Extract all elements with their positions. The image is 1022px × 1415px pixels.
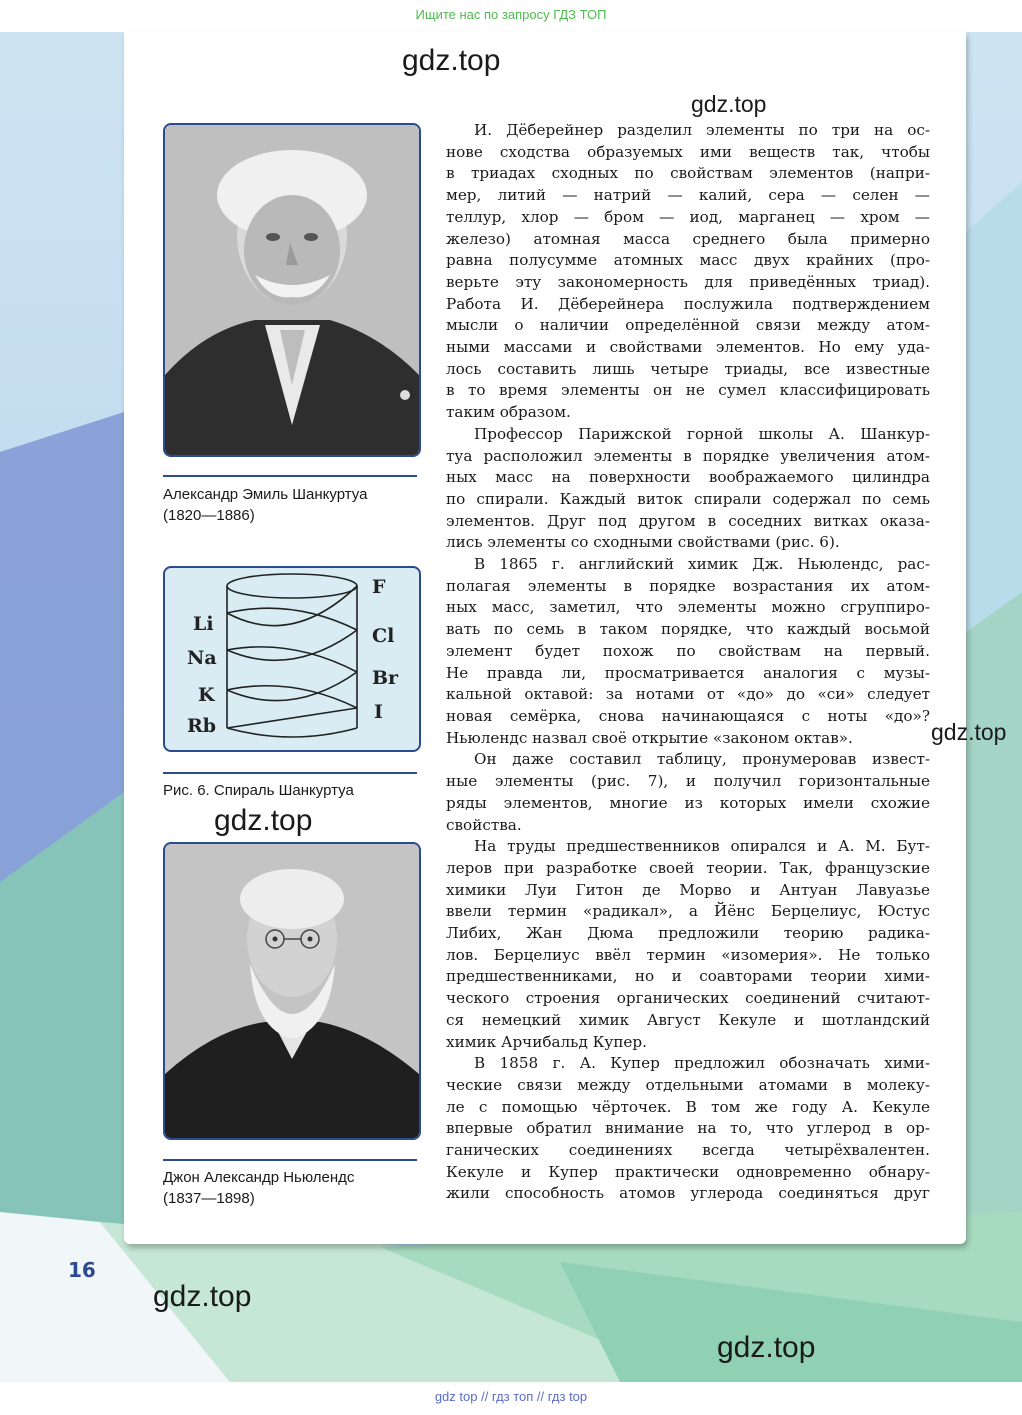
portrait-chancourtois-image [165, 125, 419, 455]
caption-divider [163, 772, 417, 774]
bottom-links[interactable]: gdz top // гдз топ // гдз top [0, 1382, 1022, 1415]
text-line: Кекуле и Купер практически одновременно обнару- [446, 1162, 930, 1181]
text-line: И. Дёберейнер разделил элементы по три на ос- [474, 121, 930, 139]
text-line: элемент будет похож по свойствам на первый. [446, 641, 930, 660]
text-line: свойства. [446, 815, 522, 834]
text-line: ле с помощью чёрточек. В том же году А. Кекуле [446, 1097, 930, 1116]
text-line: равна полусумме атомных масс двух крайних (про- [446, 251, 930, 270]
text-line: в триадах сходных по свойствам элементов (напри- [446, 164, 930, 183]
spiral-label-f: F [372, 576, 386, 598]
text-line: ся немецкий химик Август Кекуле и шотландский [446, 1010, 930, 1029]
text-line: железо) атомная масса среднего была примерно [446, 229, 930, 248]
text-line: таким образом. [446, 403, 571, 422]
spiral-label-i: I [374, 701, 383, 723]
text-line: ввели термин «радикал», а Йёнс Берцелиус, Юстус [446, 902, 930, 921]
caption-divider [163, 475, 417, 477]
text-line: В 1858 г. А. Купер предложил обозначать хими- [474, 1054, 930, 1073]
text-line: лов. Берцелиус ввёл термин «изомерия». Не только [446, 945, 930, 964]
spiral-caption: Рис. 6. Спираль Шанкуртуа [163, 782, 354, 799]
text-line: Работа И. Дёберейнера послужила подтверждением [446, 294, 930, 313]
text-line: впервые обратил внимание на то, что углерод в ор- [446, 1119, 930, 1138]
watermark: gdz.top [717, 1331, 816, 1364]
text-line: Не правда ли, просматривается аналогия с музы- [446, 663, 930, 682]
spiral-label-k: K [198, 684, 215, 706]
text-line: лись элементы со сходными свойствами (рис. 6). [446, 533, 840, 552]
spiral-label-br: Br [372, 667, 399, 689]
watermark: gdz.top [402, 44, 501, 77]
caption-divider [163, 1159, 417, 1161]
caption-years: (1820—1886) [163, 507, 255, 524]
text-line: Профессор Парижской горной школы А. Шанкур- [474, 424, 930, 443]
page-number: 16 [68, 1258, 96, 1282]
text-line: предшественниками, но и соавторами теории хими- [446, 967, 930, 986]
spiral-label-rb: Rb [187, 715, 217, 737]
text-line: На труды предшественников опирался и А. М. Бут- [474, 837, 930, 856]
text-line: Ньюлендс назвал своё открытие «законом октав». [446, 728, 853, 747]
text-line: нове сходства образуемых ими веществ так, чтобы [446, 142, 930, 161]
text-line: ческого строения органических соединений считают- [446, 989, 930, 1008]
watermark: gdz.top [691, 91, 767, 117]
text-line: новая семёрка, снова начинающаяся с ноты «до»? [446, 706, 930, 725]
text-line: вать по семь в таком порядке, что каждый восьмой [446, 620, 930, 639]
watermark: gdz.top [931, 719, 1007, 745]
text-line: ных масс на поверхности воображаемого цилиндра [446, 468, 930, 487]
text-line: ные элементы (рис. 7), и получил горизонтальные [446, 772, 930, 791]
portrait-newlands-image [165, 844, 419, 1138]
caption-name: Александр Эмиль Шанкуртуа [163, 486, 368, 503]
text-line: полагая элементы в порядке возрастания их атом- [446, 576, 930, 595]
text-line: ных масс, заметил, что элементы можно сгруппиро- [446, 598, 930, 617]
portrait-newlands-caption [163, 1167, 433, 1209]
text-line: по спирали. Каждый виток спирали содержал по семь [446, 489, 930, 508]
text-line: ческие связи между отдельными атомами в молеку- [446, 1075, 930, 1094]
watermark: gdz.top [214, 804, 313, 837]
text-line: Либих, Жан Дюма предложили теорию радика- [446, 924, 930, 943]
text-line: лось составить лишь четыре триады, все известные [446, 359, 930, 378]
portrait-chancourtois [163, 123, 421, 457]
portrait-newlands [163, 842, 421, 1140]
watermark: gdz.top [153, 1280, 252, 1313]
text-line: жили способность атомов углерода соединяться друг [446, 1184, 930, 1203]
body-text [446, 120, 930, 1205]
text-line: ганических соединениях всегда четырёхвалентен. [446, 1141, 930, 1160]
caption-name: Джон Александр Ньюлендс [163, 1169, 355, 1186]
spiral-diagram [165, 568, 419, 750]
text-line: мысли о наличии определённой связи между атом- [446, 316, 930, 335]
text-line: мер, литий — натрий — калий, сера — селен — [446, 186, 930, 205]
text-line: кальной октавой: за нотами от «до» до «си» следует [446, 685, 930, 704]
text-line: элементов. Друг под другом в соседних витках оказа- [446, 511, 930, 530]
text-line: туа расположил элементы в порядке увеличения атом- [446, 446, 930, 465]
text-line: верьте эту закономерность для приведённых триад). [446, 272, 930, 291]
text-line: Он даже составил таблицу, пронумеровав извест- [474, 750, 930, 769]
spiral-label-na: Na [187, 647, 217, 669]
text-line: леров при разработке своей теории. Так, французские [446, 858, 930, 877]
text-line: в то время элементы он не сумел классифицировать [446, 381, 930, 400]
chancourtois-spiral-figure [163, 566, 421, 752]
text-line: теллур, хлор — бром — иод, марганец — хром — [446, 207, 930, 226]
spiral-label-cl: Cl [372, 625, 395, 647]
spiral-label-li: Li [193, 613, 214, 635]
top-banner[interactable]: Ищите нас по запросу ГДЗ ТОП [0, 0, 1022, 32]
text-line: В 1865 г. английский химик Дж. Ньюлендс, рас- [474, 555, 930, 574]
caption-years: (1837—1898) [163, 1190, 255, 1207]
text-line: химики Луи Гитон де Морво и Антуан Лавуазье [446, 880, 930, 899]
portrait-chancourtois-caption [163, 484, 433, 526]
text-line: ными массами и свойствами элементов. Но ему уда- [446, 338, 930, 357]
text-line: химик Арчибальд Купер. [446, 1032, 647, 1051]
text-line: ряды элементов, многие из которых имели схожие [446, 793, 930, 812]
